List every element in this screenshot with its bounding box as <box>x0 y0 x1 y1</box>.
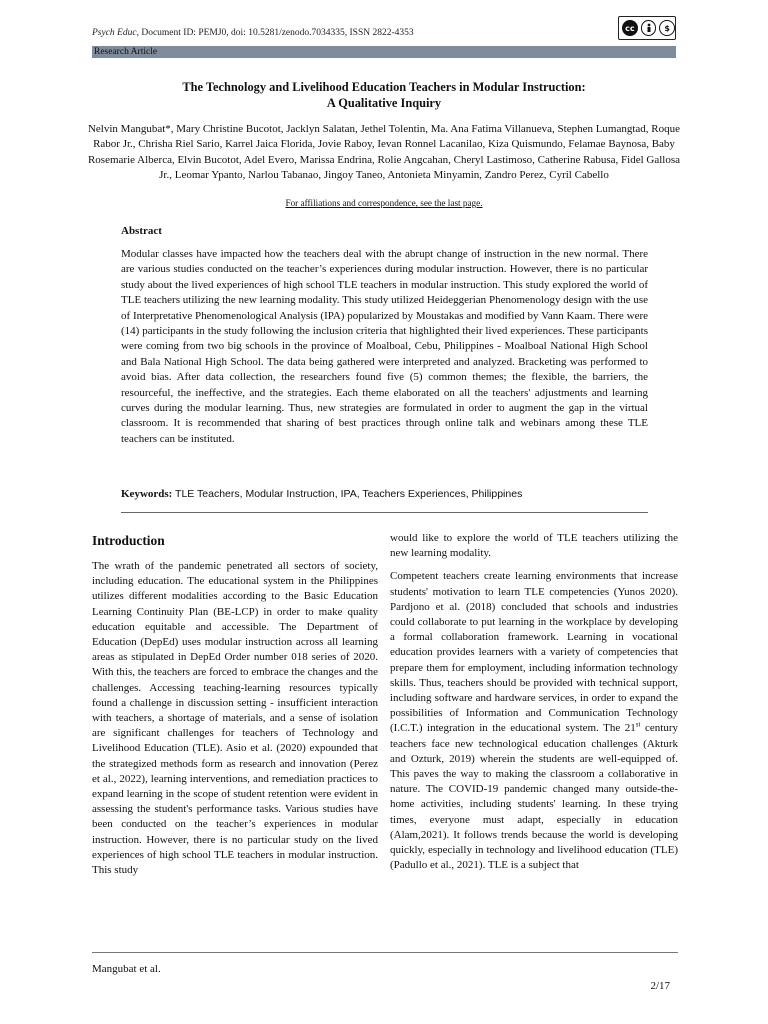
journal-name: Psych Educ <box>92 28 137 38</box>
ordinal-suffix: st <box>635 720 641 729</box>
author-list: Nelvin Mangubat*, Mary Christine Bucotot, Jacklyn Salatan, Jethel Tolentin, Ma. Ana Fatima Villanueva, Stephen Lumangtad, Roque Rabor Jr., Chrisha Riel Sario, Karrel Jaica Florida, Jovie Raboy, Ievan Ronnel Lacanilao, Kiza Quismundo, Felamae Baynosa, Baby Rosemarie Alberca, Elvin Bucotot, Adel Evero, Marissa Endrina, Rolie Angcahan, Cheryl Lastimoso, Catherine Rabusa, Fidel Gallosa Jr., Leomar Ypanto, Narlou Tabanao, Jingoy Taneo, Antonieta Minyamin, Zandro Perez, Cyril Cabello <box>87 123 681 182</box>
intro-paragraph-1: The wrath of the pandemic penetrated all sectors of society, including education. The educational system in the Philippines utilizes different modalities according to the Basic Education Learning Continuity Plan (BE-LCP) in order to make quality education equitable and accessible. The Department of Education (DepEd) uses modular instruction across all learning areas as stipulated in DepEd Order number 018 series of 2020. With this, the teachers are forced to embrace the changes and the challenges. Accessing teaching-learning resources typically found a challenge in discussion setting - insufficient interaction with teachers, a shortage of materials, and a sense of isolation are significant challenges for teachers of Technology and Livelihood Education (TLE). Asio et al. (2020) expounded that the strategized methods form as research and innovation (Perez et al., 2022), learning interventions, and remediation practices to expand learning in the scope of student retention were evident in assessing the student's performance tasks. Various studies have been conducted on the teacher’s experiences in modular instruction. However, there is no particular study on the lived experiences of high school TLE teachers in modular instruction. This study <box>92 560 378 877</box>
abstract-heading: Abstract <box>121 225 162 237</box>
left-column <box>92 559 378 878</box>
abstract-text: Modular classes have impacted how the teachers deal with the abrupt change of instruction in the new normal. There are various studies conducted on the teacher’s experiences during modular instruction. However, there is no particular study about the lived experiences of high school TLE teachers in modular instruction. This study explored the world of TLE teachers utilizing the new learning modality. This study utilized Heideggerian Phenomenology design with the use of Interpretative Phenomenological Analysis (IPA) popularized by Moustakas and modified by Vann Kaam. There were (14) participants in the study following the inclusion criteria that highlighted their lived experiences. These participants were coming from two big schools in the province of Moalboal, Cebu, Philippines - Moalboal National High School and Bala National High School. The data being gathered were interpreted and analyzed. Bracketing was performed to avoid bias. After data collection, the researchers found five (5) common themes; the flexible, the barriers, the resourceful, the ineffective, and the strategies. Each theme elaborated on all the teachers' adjustments and learning curves during the modular learning. Thus, new strategies are formulated in order to augment the gap in the virtual classroom. It is recommended that sharing of best practices through online talk and webinars among these TLE teachers can be instituted. <box>121 248 648 445</box>
journal-citation <box>92 28 682 38</box>
footer-divider <box>92 952 678 953</box>
paper-title <box>92 79 676 111</box>
intro-paragraph-continued: would like to explore the world of TLE teachers utilizing the new learning modality. <box>390 532 678 560</box>
noncommercial-icon: $ <box>659 20 675 36</box>
right-column <box>390 531 678 873</box>
footer-author: Mangubat et al. <box>92 963 161 975</box>
cc-license-badge[interactable] <box>618 16 676 40</box>
intro-p2-part-b: century teachers face new technological education challenges (Akturk and Ozturk, 2019) wherein the students are well-equipped of. This paves the way to making the classroom a collaborative in nature. The COVID-19 pandemic changed many outside-the-home activities, including students' learning. In these trying times, everyone must adapt, especially in education (Alam,2021). It follows trends because the world is developing quickly, especially in technology and livelihood education (TLE) (Padullo et al., 2021). TLE is a subject that <box>390 722 678 872</box>
keywords-label: Keywords: <box>121 488 173 500</box>
document-info: , Document ID: PEMJ0, doi: 10.5281/zenodo.7034335, ISSN 2822-4353 <box>136 28 414 38</box>
keywords-text: TLE Teachers, Modular Instruction, IPA, Teachers Experiences, Philippines <box>172 488 523 500</box>
article-type-band: Research Article <box>92 46 676 58</box>
paper-title-line2: A Qualitative Inquiry <box>326 96 442 110</box>
intro-paragraph-2 <box>390 569 678 873</box>
introduction-heading: Introduction <box>92 533 165 548</box>
affiliation-link[interactable]: For affiliations and correspondence, see the last page. <box>285 198 483 208</box>
page-number: 2/17 <box>650 980 670 992</box>
keywords-divider <box>121 512 648 513</box>
intro-p2-part-a: Competent teachers create learning environments that increase students' motivation to learn TLE competencies (Yunos 2020). Pardjono et al. (2018) concluded that schools and industries could collaborate to put learning in the workplace by developing a formal collaboration framework. Learning in vocational education provides learners with a variety of competencies that prepare them for employment, including information technology skills. Thus, teachers should be provided with technical support, including software and hardware services, in order to expand the possibilities of Information and Communication Technology (I.C.T.) integration in the educational system. The 21 <box>390 570 678 735</box>
creative-commons-icon: cc <box>622 20 638 36</box>
paper-title-line1: The Technology and Livelihood Education Teachers in Modular Instruction: <box>182 80 586 94</box>
attribution-icon <box>641 20 657 36</box>
keywords <box>121 488 648 500</box>
person-icon <box>644 23 654 33</box>
